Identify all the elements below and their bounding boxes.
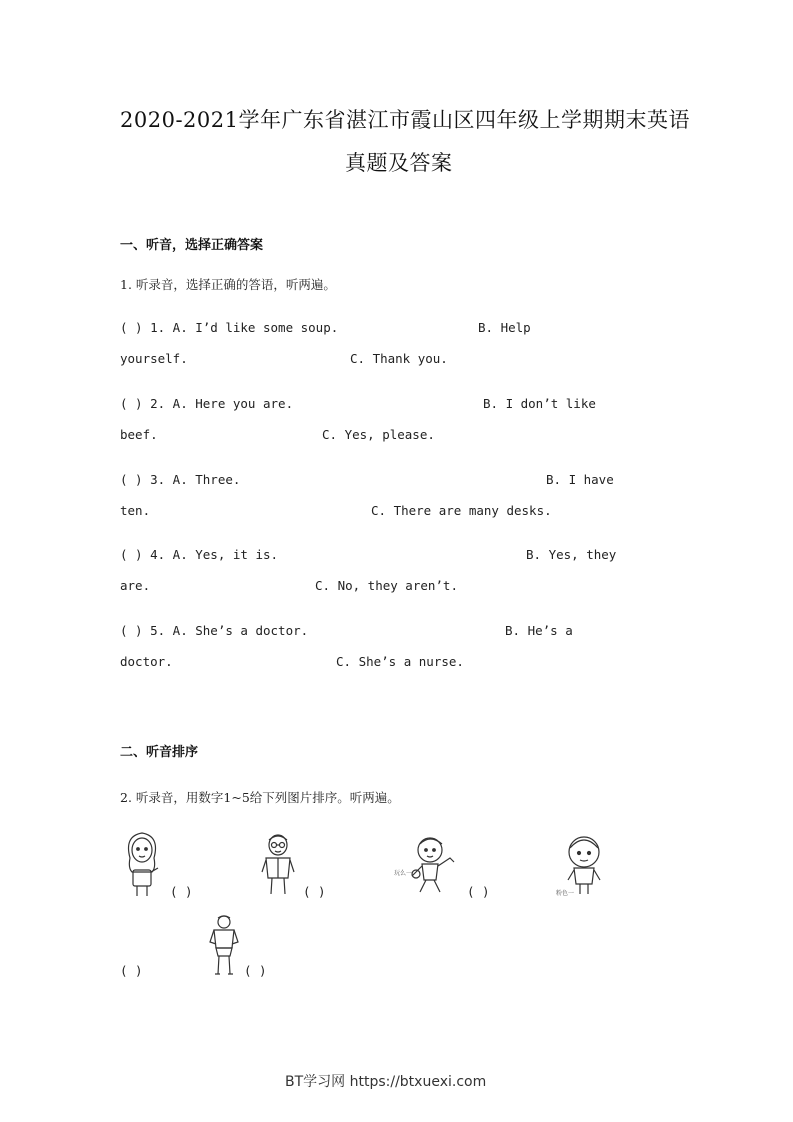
option-c: C. Yes, please. [322,427,435,442]
option-b: B. I have [546,472,614,487]
running-boy-figure [392,832,460,896]
question-1-instruction: 1. 听录音，选择正确的答语，听两遍。 [120,277,336,292]
section-1-heading: 一、听音，选择正确答案 [120,238,264,253]
option-wrap: are. [120,578,151,593]
athletic-man-figure [206,914,242,978]
option-c: C. Thank you. [350,351,448,366]
blank-4[interactable]: ( ) [120,963,143,978]
item-prefix: ( ) 4. A. Yes, it is. [120,547,279,562]
option-wrap: ten. [120,503,151,518]
small-boy-figure [556,832,608,896]
item-prefix: ( ) 1. A. I’d like some soup. [120,320,339,335]
figure-4-caption: 粉色一 [556,890,575,897]
footer-watermark: BT学习网 https://btxuexi.com [285,1074,487,1090]
item-prefix: ( ) 5. A. She’s a doctor. [120,623,309,638]
option-b: B. I don’t like [483,396,596,411]
blank-2[interactable]: ( ) [303,884,326,899]
item-prefix: ( ) 2. A. Here you are. [120,396,294,411]
option-c: C. No, they aren’t. [315,578,458,593]
option-c: C. She’s a nurse. [336,654,464,669]
option-wrap: doctor. [120,654,173,669]
option-b: B. Yes, they [526,547,617,562]
question-2-instruction: 2. 听录音，用数字1~5给下列图片排序。听两遍。 [120,790,400,805]
blank-1[interactable]: ( ) [170,884,193,899]
page-subtitle: 真题及答案 [345,151,453,175]
page-title: 2020-2021学年广东省湛江市霞山区四年级上学期期末英语 [120,108,690,132]
option-b: B. Help [478,320,531,335]
item-prefix: ( ) 3. A. Three. [120,472,241,487]
figure-3-caption: 玩么一 [394,870,413,877]
man-with-glasses-figure [258,832,298,896]
blank-3[interactable]: ( ) [467,884,490,899]
option-wrap: yourself. [120,351,188,366]
option-b: B. He’s a [505,623,573,638]
option-c: C. There are many desks. [371,503,552,518]
option-wrap: beef. [120,427,158,442]
blank-5[interactable]: ( ) [244,963,267,978]
section-2-heading: 二、听音排序 [120,745,199,760]
girl-figure [118,828,166,898]
